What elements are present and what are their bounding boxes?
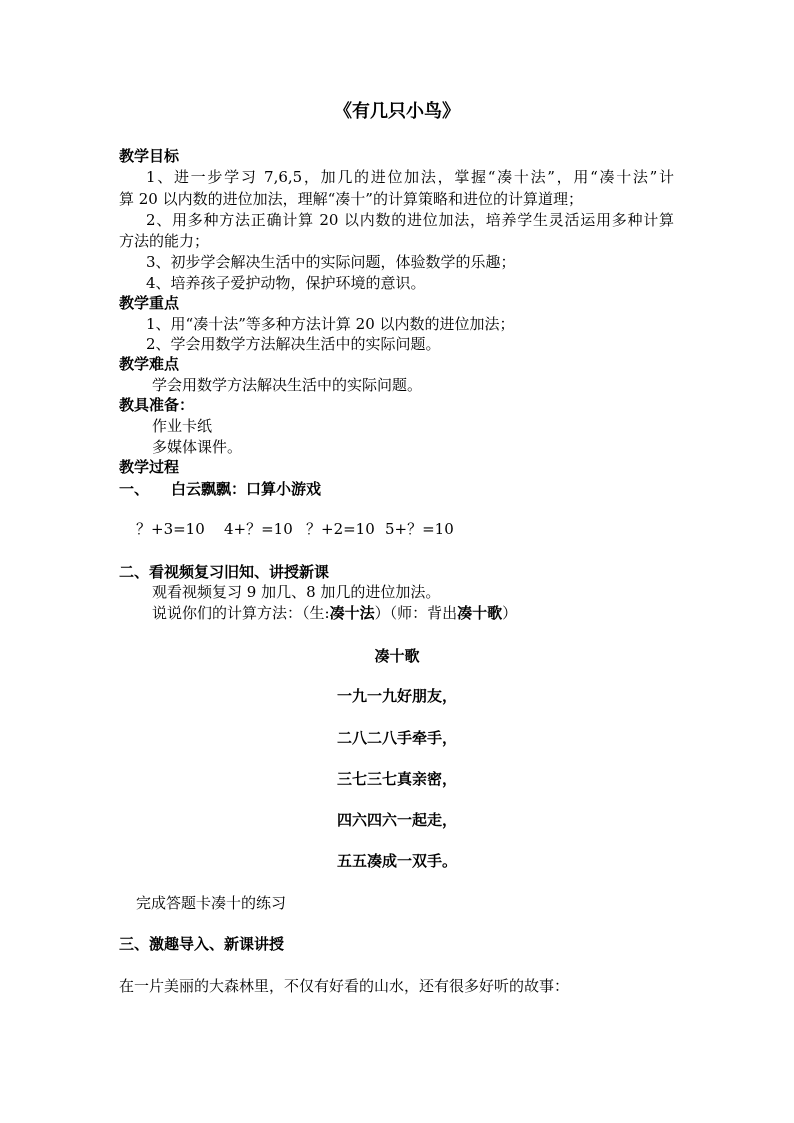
objective-1-line-2: 算 20 以内数的进位加法，理解“凑十”的计算策略和进位的计算道理； (119, 190, 583, 208)
objective-2-line-2: 方法的能力； (119, 232, 210, 250)
song-name: 凑十歌 (457, 604, 503, 622)
equation-3: ？+2=10 (306, 520, 375, 538)
part-3-text: 在一片美丽的大森林里，不仅有好看的山水，还有很多好听的故事： (119, 977, 570, 995)
line-2-text-a: 说说你们的计算方法：（生: (152, 604, 330, 622)
difficulty-text: 学会用数学方法解决生活中的实际问题。 (152, 376, 423, 394)
line-2-text-c: ）（师：背出 (374, 604, 458, 622)
material-1: 作业卡纸 (152, 417, 213, 435)
equation-1: ？+3=10 (136, 520, 205, 538)
song-line-4: 四六四六一起走， (336, 811, 457, 829)
process-heading: 教学过程 (119, 458, 180, 476)
part-2-line-2 (152, 603, 517, 623)
objectives-heading: 教学目标 (119, 147, 180, 165)
line-2-text-e: ） (502, 604, 518, 622)
song-line-1: 一九一九好朋友， (336, 687, 457, 705)
song-line-5: 五五凑成一双手。 (336, 852, 457, 870)
objective-2-line-1: 2、用多种方法正确计算 20 以内数的进位加法，培养学生灵活运用多种计算 (146, 211, 674, 229)
objective-3: 3、初步学会解决生活中的实际问题，体验数学的乐趣； (146, 253, 516, 271)
song-line-3: 三七三七真亲密， (336, 770, 457, 788)
key-point-2: 2、学会用数学方法解决生活中的实际问题。 (146, 335, 441, 353)
equation-2: 4+？=10 (224, 520, 293, 538)
part-2-line-1: 观看视频复习 9 加几、8 加几的进位加法。 (152, 583, 441, 601)
part-1-number: 一、 (119, 480, 150, 498)
difficulty-heading: 教学难点 (119, 355, 180, 373)
objective-4: 4、培养孩子爱护动物，保护环境的意识。 (146, 274, 426, 292)
exercise-instruction: 完成答题卡凑十的练习 (136, 894, 287, 912)
key-point-1: 1、用“凑十法”等多种方法计算 20 以内数的进位加法； (146, 315, 515, 333)
method-name: 凑十法 (329, 604, 375, 622)
key-points-heading: 教学重点 (119, 294, 180, 312)
part-1-title: 白云飘飘：口算小游戏 (171, 480, 322, 498)
equation-4: 5+？=10 (385, 520, 454, 538)
objective-1-line-1: 1、进一步学习 7,6,5，加几的进位加法，掌握“凑十法”，用“凑十法”计 (146, 168, 674, 186)
document-title: 《有几只小鸟》 (334, 101, 460, 122)
part-2-title: 二、看视频复习旧知、讲授新课 (119, 563, 330, 581)
song-title: 凑十歌 (374, 647, 420, 665)
song-line-2: 二八二八手牵手， (336, 729, 457, 747)
materials-heading: 教具准备： (119, 396, 195, 414)
part-3-title: 三、激趣导入、新课讲授 (119, 935, 285, 953)
material-2: 多媒体课件。 (152, 438, 243, 456)
